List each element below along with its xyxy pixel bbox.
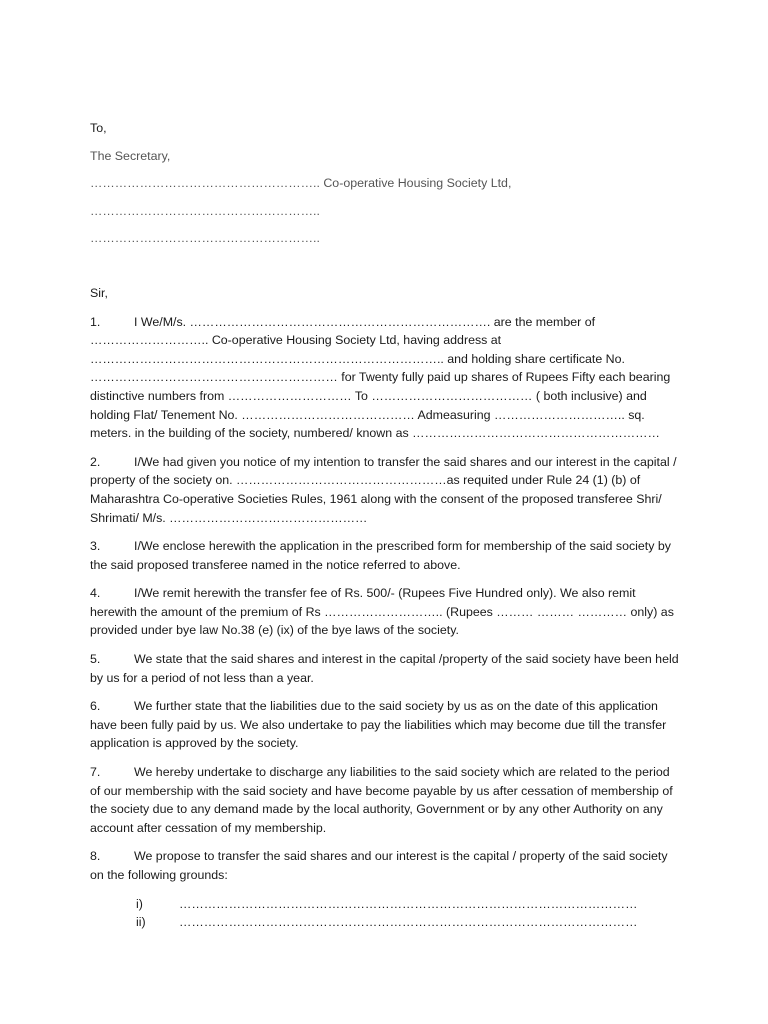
paragraph-number: 2. [90,454,101,469]
paragraph-text: We state that the said shares and interest in the capital /property of the said society have been held by us for a period of not less than a year. [90,652,679,685]
paragraph-3 [90,537,680,574]
address-society: ……………………………………………….. Co-operative Housing Society Ltd, [90,176,512,191]
paragraph-8 [90,847,680,884]
address-secretary: The Secretary, [90,148,171,163]
address-block [90,119,680,248]
ground-text: ………………………………………………………………………………………………… [179,915,638,930]
paragraph-number: 6. [90,699,101,714]
paragraph-number: 4. [90,586,101,601]
paragraph-number: 8. [90,849,101,864]
paragraph-text: I/We enclose herewith the application in the prescribed form for membership of the said society by the said proposed transferee named in the notice referred to above. [90,539,671,572]
paragraph-2 [90,453,680,527]
paragraph-7 [90,763,680,837]
ground-item [136,895,680,914]
ground-item [136,913,680,932]
paragraph-text: I We/M/s. ………………………………………………………………. are the member of ……………………….. Co-operative Housing Society Ltd, having address at ………………………………………………………………………….. and holding share certificate No. …………………………………………………… for Twenty fully paid up shares of Rupees Fifty each bearing distinctive numbers from ………………………… To ………………………………… ( both inclusive) and holding Flat/ Tenement No. …………………………………… Admeasuring ………………………….. sq. meters. in the building of the society, numbered/ known as …………………………………………………… [90,314,671,441]
salutation: Sir, [90,285,108,300]
ground-text: ………………………………………………………………………………………………… [179,896,638,911]
address-line-2: ……………………………………………….. [90,203,320,218]
paragraph-text: We hereby undertake to discharge any liabilities to the said society which are related to the period of our membership with the said society and have become payable by us after cessation of membership of the society due to any demand made by the local authority, Government or by any other Authority on any account after cessation of my membership. [90,765,673,835]
paragraph-4 [90,584,680,640]
paragraph-text: I/We had given you notice of my intention to transfer the said shares and our interest in the capital / property of the society on. ……………………………………………as requited under Rule 24 (1) (b) of Maharashtra Co-operative Societies Rules, 1961 along with the consent of the proposed transferee Shri/ Shrimati/ M/s. ………………………………………… [90,454,677,525]
paragraph-6 [90,697,680,753]
address-line-3: ……………………………………………….. [90,231,320,246]
paragraph-text: I/We remit herewith the transfer fee of Rs. 500/- (Rupees Five Hundred only). We also remit herewith the amount of the premium of Rs ……………………….. (Rupees ……… ……… ………… only) as provided under bye law No.38 (e) (ix) of the bye laws of the society. [90,586,674,638]
paragraph-text: We further state that the liabilities due to the said society by us as on the date of this application have been fully paid by us. We also undertake to pay the liabilities which may become due till the transfer application is approved by the society. [90,699,667,751]
address-to: To, [90,121,107,135]
paragraph-number: 3. [90,539,101,554]
paragraph-number: 1. [90,314,101,329]
paragraph-text: We propose to transfer the said shares and our interest is the capital / property of the said society on the following grounds: [90,849,668,882]
paragraph-1 [90,313,680,443]
ground-number: ii) [136,915,146,930]
letter-page [90,119,680,932]
paragraph-number: 7. [90,765,101,780]
grounds-list [136,895,680,932]
paragraph-5 [90,650,680,687]
paragraph-number: 5. [90,652,101,667]
ground-number: i) [136,896,143,911]
